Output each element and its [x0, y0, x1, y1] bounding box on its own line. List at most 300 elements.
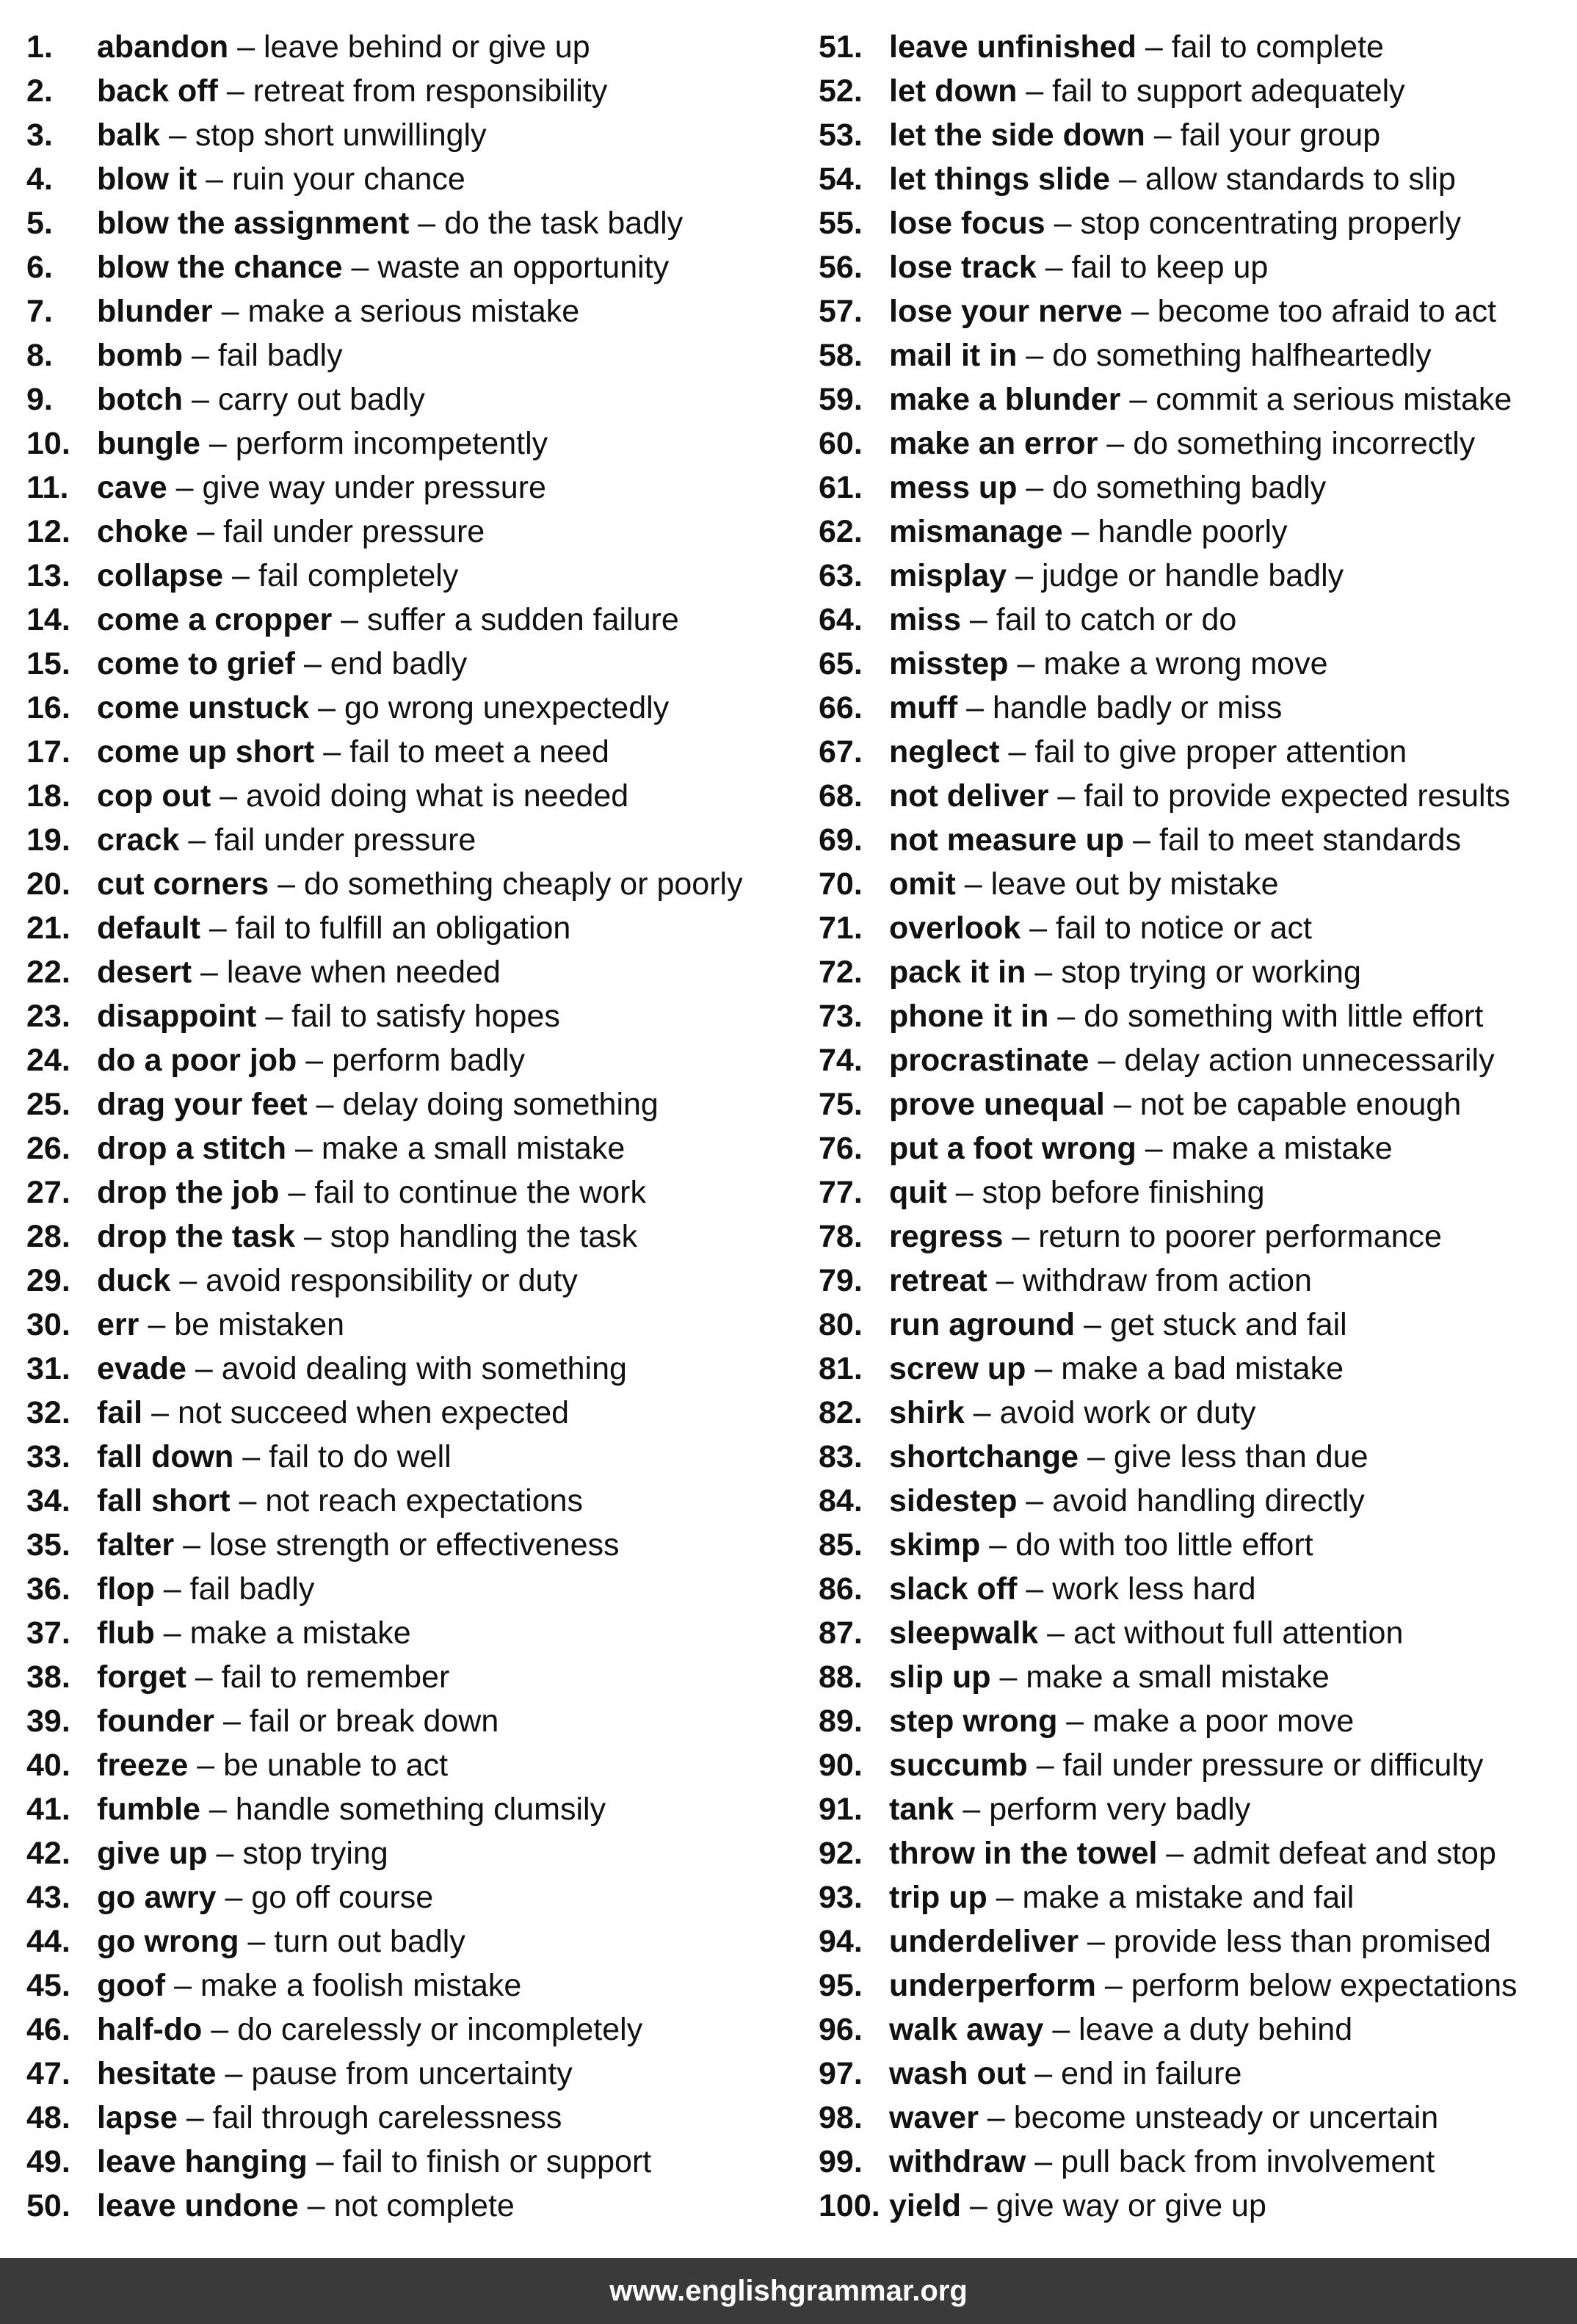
entry-term: come a cropper: [97, 602, 333, 637]
list-item: [26, 1568, 790, 1612]
entry-number: 35.: [26, 1527, 70, 1563]
list-item: [26, 1833, 790, 1877]
entry-number: 78.: [819, 1219, 863, 1254]
entry-number: 21.: [26, 911, 70, 946]
entry-number: 70.: [819, 866, 863, 902]
entry-number: 76.: [819, 1131, 863, 1166]
list-item: [819, 1436, 1577, 1480]
entry-term: screw up: [889, 1351, 1026, 1386]
list-item: [819, 731, 1577, 775]
entry-definition: – act without full attention: [1038, 1615, 1404, 1651]
entry-definition: – fail to keep up: [1036, 250, 1269, 285]
entry-number: 82.: [819, 1395, 863, 1430]
entry-definition: – give less than due: [1078, 1439, 1368, 1474]
entry-number: 33.: [26, 1439, 70, 1474]
entry-number: 2.: [26, 73, 53, 109]
entry-number: 60.: [819, 426, 863, 461]
entry-definition: – become unsteady or uncertain: [978, 2100, 1439, 2135]
entry-number: 57.: [819, 294, 863, 329]
entry-number: 7.: [26, 294, 53, 329]
entry-term: cave: [97, 470, 167, 505]
entry-number: 96.: [819, 2012, 863, 2047]
entry-term: flop: [97, 1571, 155, 1607]
entry-term: miss: [889, 602, 962, 637]
list-item: [819, 1745, 1577, 1789]
list-item: [26, 1216, 790, 1260]
entry-number: 22.: [26, 955, 70, 990]
list-item: [819, 643, 1577, 687]
list-item: [819, 1260, 1577, 1304]
entry-definition: – stop trying or working: [1026, 955, 1361, 990]
entry-term: choke: [97, 514, 189, 549]
entry-number: 58.: [819, 338, 863, 373]
entry-term: bungle: [97, 426, 200, 461]
entry-term: mismanage: [889, 514, 1063, 549]
entry-number: 67.: [819, 734, 863, 770]
list-item: [819, 1701, 1577, 1745]
list-item: [819, 687, 1577, 731]
entry-term: lose focus: [889, 206, 1045, 241]
list-item: [819, 203, 1577, 247]
entry-term: botch: [97, 382, 184, 417]
entry-definition: – perform below expectations: [1095, 1968, 1518, 2003]
entry-number: 27.: [26, 1175, 70, 1210]
entry-definition: – do something incorrectly: [1098, 426, 1476, 461]
entry-term: blunder: [97, 294, 213, 329]
entry-definition: – stop concentrating properly: [1045, 206, 1462, 241]
entry-number: 54.: [819, 162, 863, 197]
list-item: [819, 511, 1577, 555]
list-item: [26, 1745, 790, 1789]
entry-term: duck: [97, 1263, 171, 1298]
entry-definition: – fail to catch or do: [961, 602, 1237, 637]
entry-definition: – do with too little effort: [980, 1527, 1313, 1563]
entry-number: 9.: [26, 382, 53, 417]
entry-number: 46.: [26, 2012, 70, 2047]
list-item: [819, 555, 1577, 599]
list-item: [819, 2053, 1577, 2097]
entry-term: succumb: [889, 1748, 1028, 1783]
entry-number: 48.: [26, 2100, 70, 2135]
entry-definition: – do something with little effort: [1048, 999, 1484, 1034]
entry-term: drop the job: [97, 1175, 280, 1210]
entry-term: blow the assignment: [97, 206, 410, 241]
entry-number: 86.: [819, 1571, 863, 1607]
entry-term: withdraw: [889, 2144, 1026, 2179]
list-item: [819, 2009, 1577, 2053]
entry-term: bomb: [97, 338, 184, 373]
entry-number: 64.: [819, 602, 863, 637]
entry-term: default: [97, 911, 200, 946]
entry-definition: – avoid dealing with something: [186, 1351, 627, 1386]
entry-definition: – fail to support adequately: [1017, 73, 1405, 109]
entry-definition: – handle something clumsily: [200, 1792, 606, 1827]
entry-number: 10.: [26, 426, 70, 461]
entry-term: fumble: [97, 1792, 200, 1827]
footer-website-link[interactable]: www.englishgrammar.org: [609, 2275, 968, 2307]
list-item: [26, 1657, 790, 1701]
entry-term: lose track: [889, 250, 1037, 285]
entry-definition: – carry out badly: [183, 382, 425, 417]
entry-term: go wrong: [97, 1924, 239, 1959]
entry-number: 93.: [819, 1880, 863, 1915]
entry-number: 49.: [26, 2144, 70, 2179]
entry-definition: – fail to do well: [233, 1439, 452, 1474]
entry-definition: – handle badly or miss: [957, 690, 1283, 725]
entry-term: underdeliver: [889, 1924, 1079, 1959]
entry-number: 51.: [819, 29, 863, 65]
entry-number: 43.: [26, 1880, 70, 1915]
entry-definition: – stop trying: [207, 1836, 388, 1871]
entry-definition: – fail badly: [183, 338, 343, 373]
entry-number: 65.: [819, 646, 863, 681]
list-item: [819, 2185, 1577, 2229]
list-item: [26, 423, 790, 467]
list-item: [26, 1172, 790, 1216]
entry-definition: – allow standards to slip: [1110, 162, 1456, 197]
entry-number: 45.: [26, 1968, 70, 2003]
entry-definition: – handle poorly: [1062, 514, 1288, 549]
word-list-left-column: [26, 26, 790, 2229]
entry-term: fall short: [97, 1483, 231, 1518]
entry-definition: – go wrong unexpectedly: [309, 690, 670, 725]
entry-definition: – do the task badly: [409, 206, 684, 241]
entry-term: cop out: [97, 778, 211, 814]
entry-definition: – make a poor move: [1057, 1704, 1355, 1739]
entry-number: 26.: [26, 1131, 70, 1166]
entry-term: misstep: [889, 646, 1009, 681]
list-item: [819, 1657, 1577, 1701]
list-item: [26, 467, 790, 511]
entry-term: leave undone: [97, 2188, 299, 2223]
entry-term: drop a stitch: [97, 1131, 287, 1166]
list-item: [26, 775, 790, 819]
entry-definition: – stop short unwillingly: [160, 117, 487, 153]
list-item: [819, 952, 1577, 996]
entry-number: 3.: [26, 117, 53, 153]
entry-definition: – suffer a sudden failure: [332, 602, 679, 637]
entry-definition: – commit a serious mistake: [1120, 382, 1512, 417]
list-item: [819, 2141, 1577, 2185]
entry-term: desert: [97, 955, 192, 990]
entry-term: let the side down: [889, 117, 1145, 153]
entry-definition: – fail to remember: [186, 1659, 450, 1695]
entry-number: 74.: [819, 1043, 863, 1078]
list-item: [26, 1040, 790, 1084]
entry-term: drag your feet: [97, 1087, 308, 1122]
entry-number: 30.: [26, 1307, 70, 1342]
entry-term: crack: [97, 822, 180, 858]
entry-definition: – avoid work or duty: [964, 1395, 1256, 1430]
list-item: [26, 555, 790, 599]
entry-term: blow the chance: [97, 250, 343, 285]
entry-definition: – return to poorer performance: [1003, 1219, 1442, 1254]
entry-definition: – not be capable enough: [1104, 1087, 1462, 1122]
list-item: [26, 1128, 790, 1172]
list-item: [819, 864, 1577, 908]
entry-number: 1.: [26, 29, 53, 65]
entry-number: 66.: [819, 690, 863, 725]
entry-term: disappoint: [97, 999, 257, 1034]
entry-definition: – fail through carelessness: [177, 2100, 562, 2135]
entry-definition: – not succeed when expected: [142, 1395, 570, 1430]
entry-term: leave hanging: [97, 2144, 308, 2179]
list-item: [26, 1392, 790, 1436]
entry-term: come to grief: [97, 646, 295, 681]
list-item: [819, 1040, 1577, 1084]
entry-definition: – fail badly: [154, 1571, 315, 1607]
entry-definition: – retreat from responsibility: [217, 73, 608, 109]
entry-term: overlook: [889, 911, 1021, 946]
list-item: [26, 1084, 790, 1128]
entry-definition: – pause from uncertainty: [216, 2056, 573, 2091]
entry-term: mail it in: [889, 338, 1018, 373]
list-item: [26, 952, 790, 996]
entry-term: let down: [889, 73, 1018, 109]
list-item: [26, 2185, 790, 2229]
entry-number: 19.: [26, 822, 70, 858]
entry-number: 6.: [26, 250, 53, 285]
entry-number: 77.: [819, 1175, 863, 1210]
entry-term: pack it in: [889, 955, 1026, 990]
entry-definition: – perform incompetently: [200, 426, 548, 461]
entry-definition: – stop handling the task: [295, 1219, 638, 1254]
list-item: [26, 335, 790, 379]
entry-number: 80.: [819, 1307, 863, 1342]
list-item: [819, 1833, 1577, 1877]
entry-number: 99.: [819, 2144, 863, 2179]
entry-term: forget: [97, 1659, 186, 1695]
entry-definition: – fail completely: [223, 558, 459, 593]
entry-number: 5.: [26, 206, 53, 241]
list-item: [26, 1612, 790, 1657]
entry-definition: – be unable to act: [188, 1748, 449, 1783]
entry-definition: – do carelessly or incompletely: [202, 2012, 643, 2047]
entry-definition: – fail to give proper attention: [999, 734, 1407, 770]
entry-term: throw in the towel: [889, 1836, 1158, 1871]
word-list-right-column: [819, 26, 1577, 2229]
entry-definition: – do something halfheartedly: [1017, 338, 1432, 373]
entry-definition: – give way or give up: [961, 2188, 1266, 2223]
list-item: [26, 731, 790, 775]
entry-term: make a blunder: [889, 382, 1121, 417]
entry-definition: – end badly: [295, 646, 468, 681]
list-item: [819, 908, 1577, 952]
entry-term: sidestep: [889, 1483, 1018, 1518]
entry-number: 95.: [819, 1968, 863, 2003]
entry-definition: – fail to complete: [1136, 29, 1384, 65]
entry-term: not deliver: [889, 778, 1049, 814]
list-item: [26, 115, 790, 159]
entry-definition: – leave out by mistake: [955, 866, 1279, 902]
entry-number: 79.: [819, 1263, 863, 1298]
list-item: [26, 1304, 790, 1348]
list-item: [819, 1216, 1577, 1260]
entry-number: 37.: [26, 1615, 70, 1651]
entry-number: 32.: [26, 1395, 70, 1430]
entry-definition: – fail under pressure or difficulty: [1027, 1748, 1484, 1783]
list-item: [819, 1877, 1577, 1921]
list-item: [819, 1612, 1577, 1657]
list-item: [26, 247, 790, 291]
list-item: [819, 1172, 1577, 1216]
entry-number: 47.: [26, 2056, 70, 2091]
entry-number: 15.: [26, 646, 70, 681]
entry-term: come unstuck: [97, 690, 310, 725]
entry-term: underperform: [889, 1968, 1096, 2003]
list-item: [26, 26, 790, 70]
entry-term: not measure up: [889, 822, 1125, 858]
list-item: [819, 1789, 1577, 1833]
list-item: [819, 1084, 1577, 1128]
entry-term: collapse: [97, 558, 224, 593]
entry-number: 29.: [26, 1263, 70, 1298]
entry-term: flub: [97, 1615, 155, 1651]
entry-term: founder: [97, 1704, 215, 1739]
entry-term: put a foot wrong: [889, 1131, 1136, 1166]
entry-number: 18.: [26, 778, 70, 814]
list-item: [819, 996, 1577, 1040]
entry-definition: – make a small mistake: [990, 1659, 1330, 1695]
list-item: [26, 1524, 790, 1568]
entry-number: 40.: [26, 1748, 70, 1783]
entry-term: half-do: [97, 2012, 203, 2047]
entry-definition: – work less hard: [1017, 1571, 1256, 1607]
list-item: [26, 599, 790, 643]
entry-definition: – make a bad mistake: [1026, 1351, 1344, 1386]
entry-term: lose your nerve: [889, 294, 1123, 329]
list-item: [26, 643, 790, 687]
entry-definition: – be mistaken: [139, 1307, 345, 1342]
entry-number: 59.: [819, 382, 863, 417]
entry-term: neglect: [889, 734, 1000, 770]
entry-term: sleepwalk: [889, 1615, 1039, 1651]
entry-term: shirk: [889, 1395, 965, 1430]
list-item: [26, 1789, 790, 1833]
entry-term: drop the task: [97, 1219, 295, 1254]
entry-definition: – make a mistake: [154, 1615, 411, 1651]
entry-definition: – make a wrong move: [1008, 646, 1328, 681]
entry-number: 28.: [26, 1219, 70, 1254]
entry-definition: – do something cheaply or poorly: [269, 866, 743, 902]
entry-number: 36.: [26, 1571, 70, 1607]
entry-number: 56.: [819, 250, 863, 285]
entry-number: 23.: [26, 999, 70, 1034]
entry-term: trip up: [889, 1880, 987, 1915]
list-item: [26, 70, 790, 115]
entry-definition: – fail your group: [1145, 117, 1381, 153]
list-item: [819, 1568, 1577, 1612]
entry-definition: – do something badly: [1017, 470, 1327, 505]
entry-number: 55.: [819, 206, 863, 241]
entry-definition: – not reach expectations: [230, 1483, 584, 1518]
entry-definition: – lose strength or effectiveness: [174, 1527, 620, 1563]
entry-term: err: [97, 1307, 139, 1342]
entry-number: 12.: [26, 514, 70, 549]
entry-definition: – delay action unnecessarily: [1089, 1043, 1495, 1078]
entry-definition: – delay doing something: [307, 1087, 659, 1122]
entry-definition: – fail to notice or act: [1020, 911, 1312, 946]
entry-term: blow it: [97, 162, 197, 197]
entry-term: abandon: [97, 29, 229, 65]
list-item: [819, 291, 1577, 335]
entry-term: shortchange: [889, 1439, 1079, 1474]
list-item: [26, 996, 790, 1040]
entry-number: 38.: [26, 1659, 70, 1695]
entry-number: 97.: [819, 2056, 863, 2091]
entry-term: slip up: [889, 1659, 991, 1695]
entry-term: freeze: [97, 1748, 189, 1783]
entry-definition: – get stuck and fail: [1075, 1307, 1347, 1342]
entry-number: 53.: [819, 117, 863, 153]
entry-definition: – stop before finishing: [946, 1175, 1265, 1210]
entry-definition: – make a serious mistake: [212, 294, 580, 329]
entry-definition: – admit defeat and stop: [1157, 1836, 1496, 1871]
list-item: [26, 1965, 790, 2009]
entry-term: cut corners: [97, 866, 269, 902]
entry-definition: – fail under pressure: [188, 514, 485, 549]
entry-term: prove unequal: [889, 1087, 1105, 1122]
entry-number: 20.: [26, 866, 70, 902]
list-item: [26, 2009, 790, 2053]
entry-definition: – make a small mistake: [286, 1131, 626, 1166]
list-item: [26, 819, 790, 864]
entry-term: goof: [97, 1968, 166, 2003]
list-item: [26, 864, 790, 908]
entry-term: hesitate: [97, 2056, 217, 2091]
entry-number: 72.: [819, 955, 863, 990]
entry-definition: – not complete: [298, 2188, 515, 2223]
entry-term: come up short: [97, 734, 315, 770]
list-item: [26, 687, 790, 731]
entry-term: step wrong: [889, 1704, 1058, 1739]
entry-number: 50.: [26, 2188, 70, 2223]
entry-number: 63.: [819, 558, 863, 593]
entry-definition: – perform badly: [297, 1043, 526, 1078]
entry-number: 68.: [819, 778, 863, 814]
entry-term: balk: [97, 117, 161, 153]
entry-number: 24.: [26, 1043, 70, 1078]
entry-term: falter: [97, 1527, 175, 1563]
list-item: [26, 1348, 790, 1392]
list-item: [819, 819, 1577, 864]
entry-definition: – make a mistake and fail: [987, 1880, 1355, 1915]
list-item: [819, 467, 1577, 511]
entry-term: make an error: [889, 426, 1098, 461]
entry-definition: – fail to meet a need: [314, 734, 609, 770]
entry-term: go awry: [97, 1880, 217, 1915]
entry-definition: – give way under pressure: [167, 470, 546, 505]
entry-definition: – judge or handle badly: [1007, 558, 1344, 593]
entry-term: fail: [97, 1395, 143, 1430]
entry-definition: – avoid doing what is needed: [211, 778, 629, 814]
entry-term: evade: [97, 1351, 186, 1386]
list-item: [26, 291, 790, 335]
entry-definition: – go off course: [216, 1880, 434, 1915]
entry-term: slack off: [889, 1571, 1018, 1607]
footer-bar: [0, 2258, 1577, 2324]
entry-number: 62.: [819, 514, 863, 549]
entry-term: back off: [97, 73, 218, 109]
entry-number: 75.: [819, 1087, 863, 1122]
entry-definition: – fail or break down: [214, 1704, 499, 1739]
entry-number: 16.: [26, 690, 70, 725]
entry-number: 98.: [819, 2100, 863, 2135]
list-item: [819, 775, 1577, 819]
list-item: [819, 1348, 1577, 1392]
entry-term: mess up: [889, 470, 1018, 505]
entry-definition: – make a mistake: [1136, 1131, 1393, 1166]
